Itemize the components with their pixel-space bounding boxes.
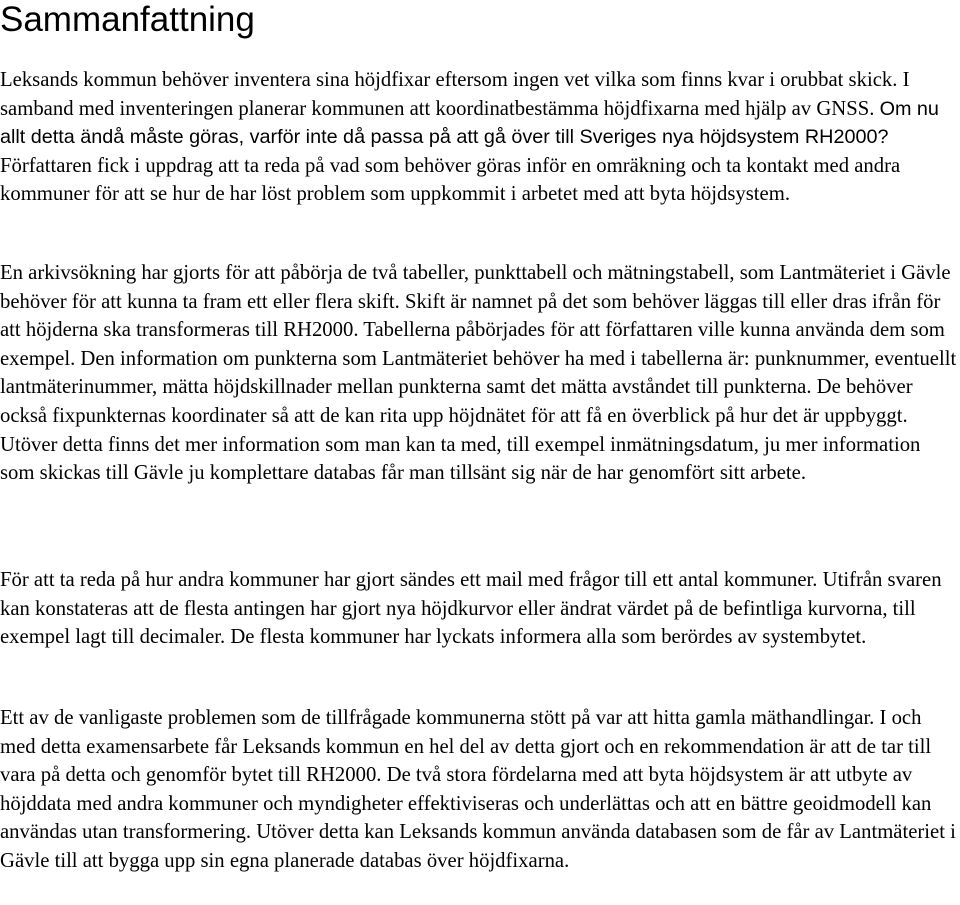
page-title: Sammanfattning [0, 0, 255, 39]
paragraph-1-serif-end: Författaren fick i uppdrag att ta reda på vad som behöver göras inför en omräkning och ta kontakt med andra kommuner för att se hur de har löst problem som uppkommit i arbetet med att byta höjdsystem. [0, 154, 901, 206]
paragraph-1 [0, 66, 958, 209]
paragraph-3: För att ta reda på hur andra kommuner har gjort sändes ett mail med frågor till ett antal kommuner. Utifrån svaren kan konstateras att de flesta antingen har gjort nya höjdkurvor eller ändrat värdet på de befintliga kurvorna, till exempel lagt till decimaler. De flesta kommuner har lyckats informera alla som berördes av systembytet. [0, 569, 942, 649]
paragraph-4: Ett av de vanligaste problemen som de tillfrågade kommunerna stött på var att hitta gamla mäthandlingar. I och med detta examensarbete får Leksands kommun en hel del av detta gjort och en rekommendation är att de tar till vara på detta och genomför bytet till RH2000. De två stora fördelarna med att byta höjdsystem är att utbyte av höjddata med andra kommuner och myndigheter effektiviseras och underlättas och att en bättre geoidmodell kan användas utan transformering. Utöver detta kan Leksands kommun använda databasen som de får av Lantmäteriet i Gävle till att bygga upp sin egna planerade databas över höjdfixarna. [0, 707, 956, 872]
paragraph-1-sans-sentence: Om nu allt detta ändå måste göras, varför inte då passa på att gå över till Sveriges nya höjdsystem RH2000? [0, 97, 939, 149]
paragraph-1-serif-start: Leksands kommun behöver inventera sina höjdfixar eftersom ingen vet vilka som finns kvar i orubbat skick. I samband med inventeringen planerar kommunen att koordinatbestämma höjdfixarna med hjälp av GNSS. [0, 69, 910, 120]
paragraph-2: En arkivsökning har gjorts för att påbörja de två tabeller, punkttabell och mätningstabell, som Lantmäteriet i Gävle behöver för att kunna ta fram ett eller flera skift. Skift är namnet på det som behöver läggas till eller dras ifrån för att höjderna ska transformeras till RH2000. Tabellerna påbörjades för att författaren ville kunna använda dem som exempel. Den information om punkterna som Lantmäteriet behöver ha med i tabellerna är: punknummer, eventuellt lantmäterinummer, mätta höjdskillnader mellan punkterna samt det mätta avståndet till punkterna. De behöver också fixpunkternas koordinater så att de kan rita upp höjdnätet för att få en överblick på hur det är uppbyggt. Utöver detta finns det mer information som man kan ta med, till exempel inmätningsdatum, ju mer information som skickas till Gävle ju komplettare databas får man tillsänt sig när de har genomfört sitt arbete. [0, 262, 957, 485]
